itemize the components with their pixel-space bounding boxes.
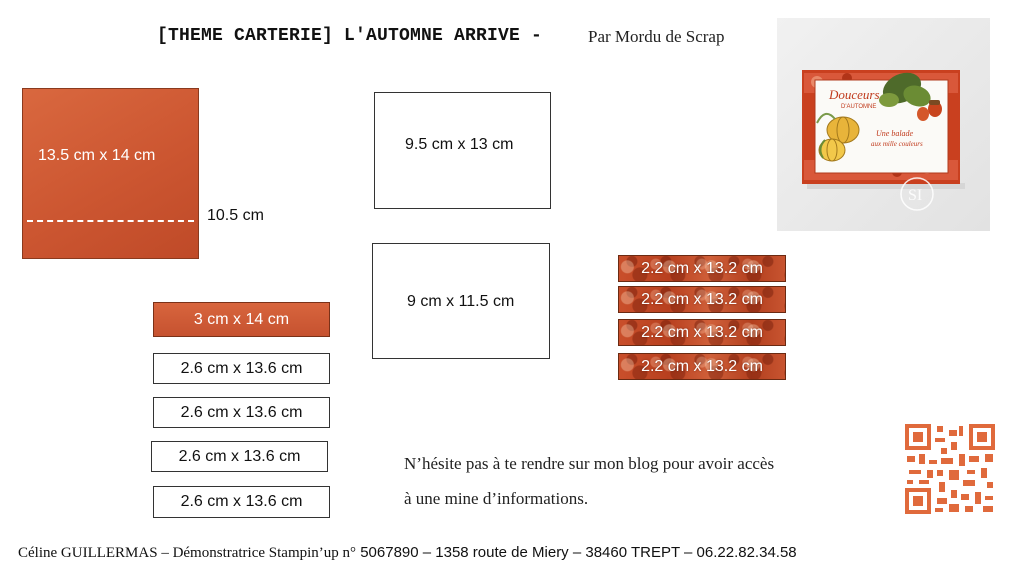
watermark-text: SI <box>908 187 923 204</box>
fold-line <box>27 220 194 222</box>
patterned-strip-1: 2.2 cm x 13.2 cm <box>618 255 786 282</box>
finished-card-photo <box>777 18 990 231</box>
card-message-line1: Une balade <box>876 129 914 138</box>
document-title: [THEME CARTERIE] L'AUTOMNE ARRIVE - <box>157 26 543 46</box>
white-card-top-label: 9.5 cm x 13 cm <box>405 136 514 153</box>
patterned-strip-4: 2.2 cm x 13.2 cm <box>618 353 786 380</box>
card-message-line2: aux mille couleurs <box>871 140 923 148</box>
patterned-strip-2: 2.2 cm x 13.2 cm <box>618 286 786 313</box>
blog-note-line2: à une mine d’informations. <box>404 489 589 508</box>
white-strip-1: 2.6 cm x 13.6 cm <box>153 353 330 384</box>
blog-note <box>404 446 774 516</box>
footer-contact <box>18 544 797 562</box>
white-card-top <box>374 92 551 209</box>
footer-details: 5067890 – 1358 route de Miery – 38460 TREPT – 06.22.82.34.58 <box>356 544 797 561</box>
base-card <box>22 88 199 259</box>
author-credit: Par Mordu de Scrap <box>588 27 725 46</box>
card-subtitle-text: D'AUTOMNE <box>841 104 877 110</box>
white-strip-3: 2.6 cm x 13.6 cm <box>151 441 328 472</box>
qr-code-icon[interactable] <box>905 424 995 514</box>
fold-measure-label: 10.5 cm <box>207 207 264 224</box>
white-card-bottom-label: 9 cm x 11.5 cm <box>407 293 515 310</box>
white-strip-2: 2.6 cm x 13.6 cm <box>153 397 330 428</box>
base-card-size-label: 13.5 cm x 14 cm <box>38 147 156 164</box>
white-card-bottom <box>372 243 550 359</box>
card-illustration <box>777 18 990 231</box>
footer-name: Céline GUILLERMAS – Démonstratrice Stampin’up n° <box>18 545 357 561</box>
orange-strip: 3 cm x 14 cm <box>153 302 330 337</box>
white-strip-4: 2.6 cm x 13.6 cm <box>153 486 330 518</box>
patterned-strip-3: 2.2 cm x 13.2 cm <box>618 319 786 346</box>
blog-note-line1: N’hésite pas à te rendre sur mon blog pour avoir accès <box>404 454 775 473</box>
card-title-text: Douceurs <box>829 87 880 102</box>
